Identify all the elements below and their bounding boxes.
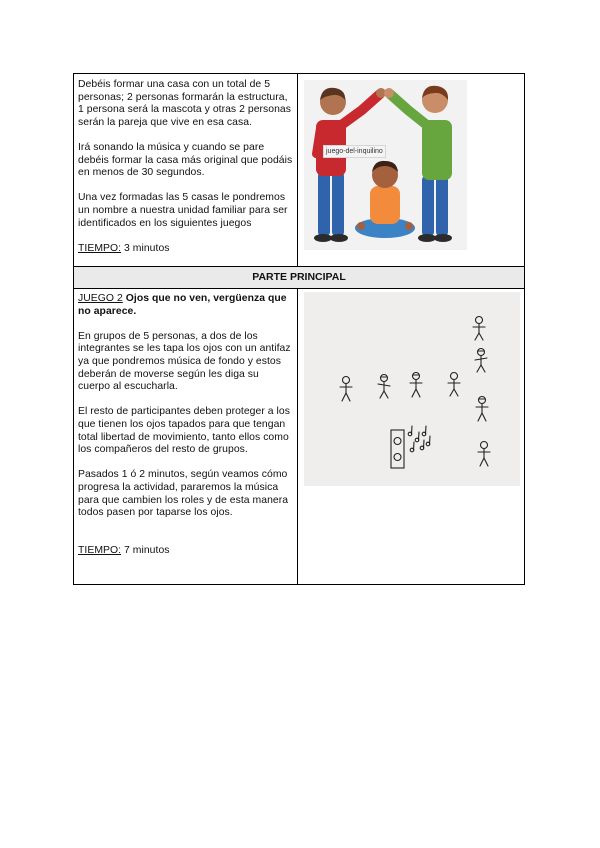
row1-time (78, 243, 293, 256)
game-title: Ojos que no ven, vergüenza que no aparece. (78, 293, 287, 317)
time-label: TIEMPO: (78, 544, 122, 556)
time-label: TIEMPO: (78, 242, 122, 254)
game-label: JUEGO 2 (78, 293, 123, 304)
row2-text-cell (74, 289, 298, 585)
row1-paragraph-2: Irá sonando la música y cuando se pare debéis formar la casa más original que podáis en menos de 30 segundos. (78, 141, 293, 179)
row2-paragraph-1: En grupos de 5 personas, a dos de los integrantes se les tapa los ojos con un antifaz ya que pondremos música de fondo y estos deberán de moverse según les diga su cuerpo al escucharla. (78, 330, 291, 393)
time-value: 3 minutos (121, 242, 170, 254)
row1-paragraph-1: Debéis formar una casa con un total de 5 personas; 2 personas formarán la estructura, 1 persona será la mascota y otras 2 personas serán la pareja que vive en esa casa. (78, 79, 292, 128)
game-heading (78, 293, 293, 318)
row2-time (78, 545, 293, 558)
time-value: 7 minutos (121, 544, 170, 556)
row1-text-cell (74, 74, 298, 267)
row1-paragraph-3: Una vez formadas las 5 casas le pondremos un nombre a nuestra unidad familiar para ser identificados en los siguientes juegos (78, 192, 288, 229)
lesson-table (73, 73, 525, 585)
row1-image-cell (298, 74, 525, 267)
row2-paragraph-3: Pasados 1 ó 2 minutos, según veamos cómo progresa la actividad, pararemos la música para que cambien los roles y de esta manera todos pasen por taparse los ojos. (78, 469, 289, 519)
table-row (74, 267, 525, 289)
table-row (74, 74, 525, 267)
image-caption: juego-del-inquilino (323, 145, 386, 158)
house-game-illustration (304, 80, 467, 250)
row2-paragraph-2: El resto de participantes deben proteger a los que tienen los ojos tapados para que tengan total libertad de movimiento, tanto ellos como los compañeros del resto de grupos. (78, 406, 290, 456)
table-row (74, 289, 525, 585)
section-header: PARTE PRINCIPAL (74, 267, 525, 289)
row2-image-cell (298, 289, 525, 585)
stick-figures-illustration (304, 292, 520, 486)
